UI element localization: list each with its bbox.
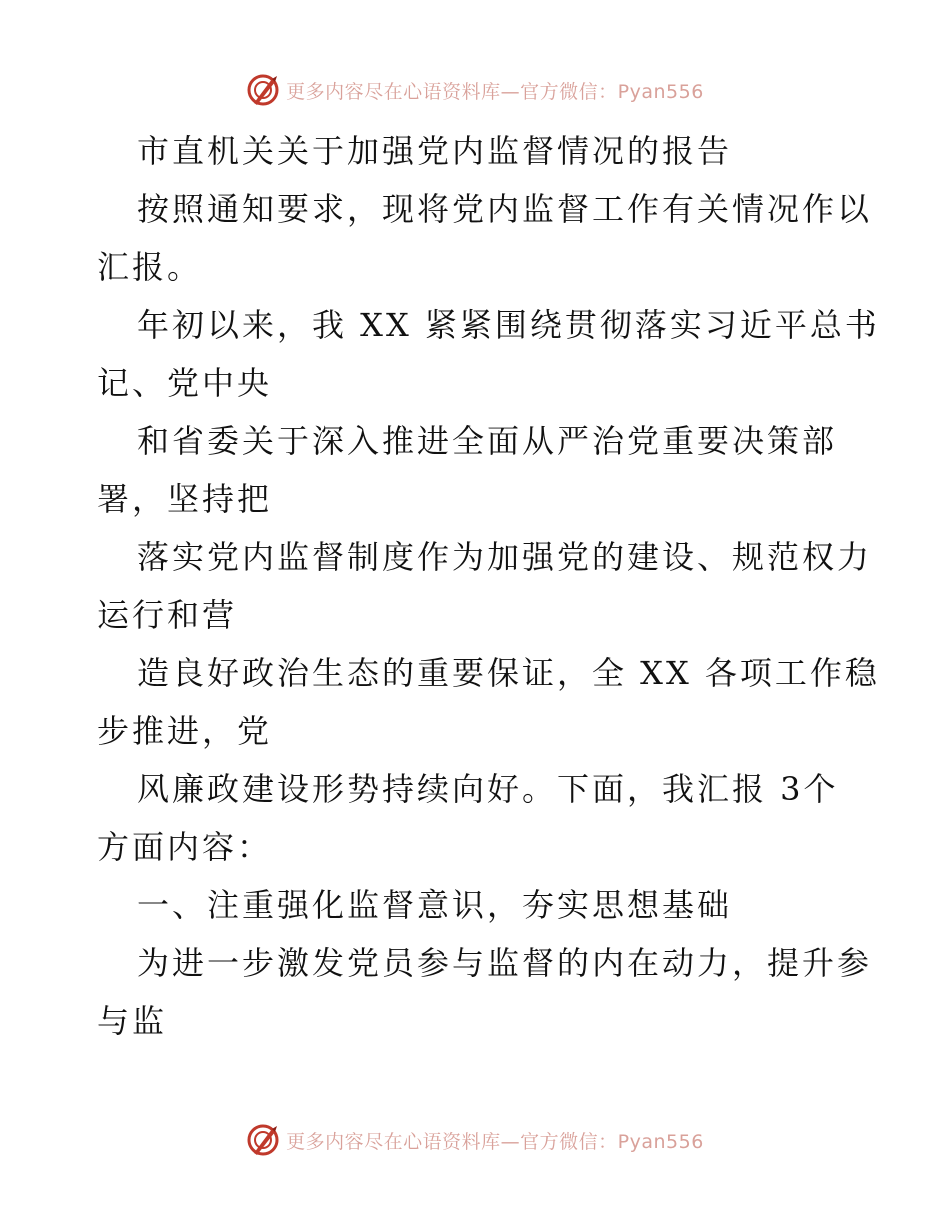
text-line: 与监 xyxy=(97,1002,168,1040)
watermark-text: 更多内容尽在心语资料库—官方微信：Pyan556 xyxy=(286,1130,704,1153)
header-watermark xyxy=(0,70,950,110)
text-line: 记、党中央 xyxy=(97,364,273,402)
text-line: 按照通知要求，现将党内监督工作有关情况作以 xyxy=(137,190,873,228)
text-line: 为进一步激发党员参与监督的内在动力，提升参 xyxy=(137,944,873,982)
quill-logo-icon xyxy=(246,1123,280,1157)
text-line: 年初以来，我 XX 紧紧围绕贯彻落实习近平总书 xyxy=(137,306,880,344)
text-line: 汇报。 xyxy=(97,248,203,286)
footer-watermark xyxy=(0,1120,950,1160)
text-line: 和省委关于深入推进全面从严治党重要决策部 xyxy=(137,422,838,460)
document-body xyxy=(97,122,880,1050)
text-line: 步推进，党 xyxy=(97,712,273,750)
watermark-text: 更多内容尽在心语资料库—官方微信：Pyan556 xyxy=(286,80,704,103)
text-line: 落实党内监督制度作为加强党的建设、规范权力 xyxy=(137,538,873,576)
text-line: 方面内容： xyxy=(97,828,273,866)
text-line: 市直机关关于加强党内监督情况的报告 xyxy=(137,132,733,170)
text-line: 风廉政建设形势持续向好。下面，我汇报 3个 xyxy=(137,770,839,808)
text-line: 署，坚持把 xyxy=(97,480,273,518)
text-line: 造良好政治生态的重要保证，全 XX 各项工作稳 xyxy=(137,654,880,692)
text-line: 运行和营 xyxy=(97,596,238,634)
text-line: 一、注重强化监督意识，夯实思想基础 xyxy=(137,886,733,924)
quill-logo-icon xyxy=(246,73,280,107)
